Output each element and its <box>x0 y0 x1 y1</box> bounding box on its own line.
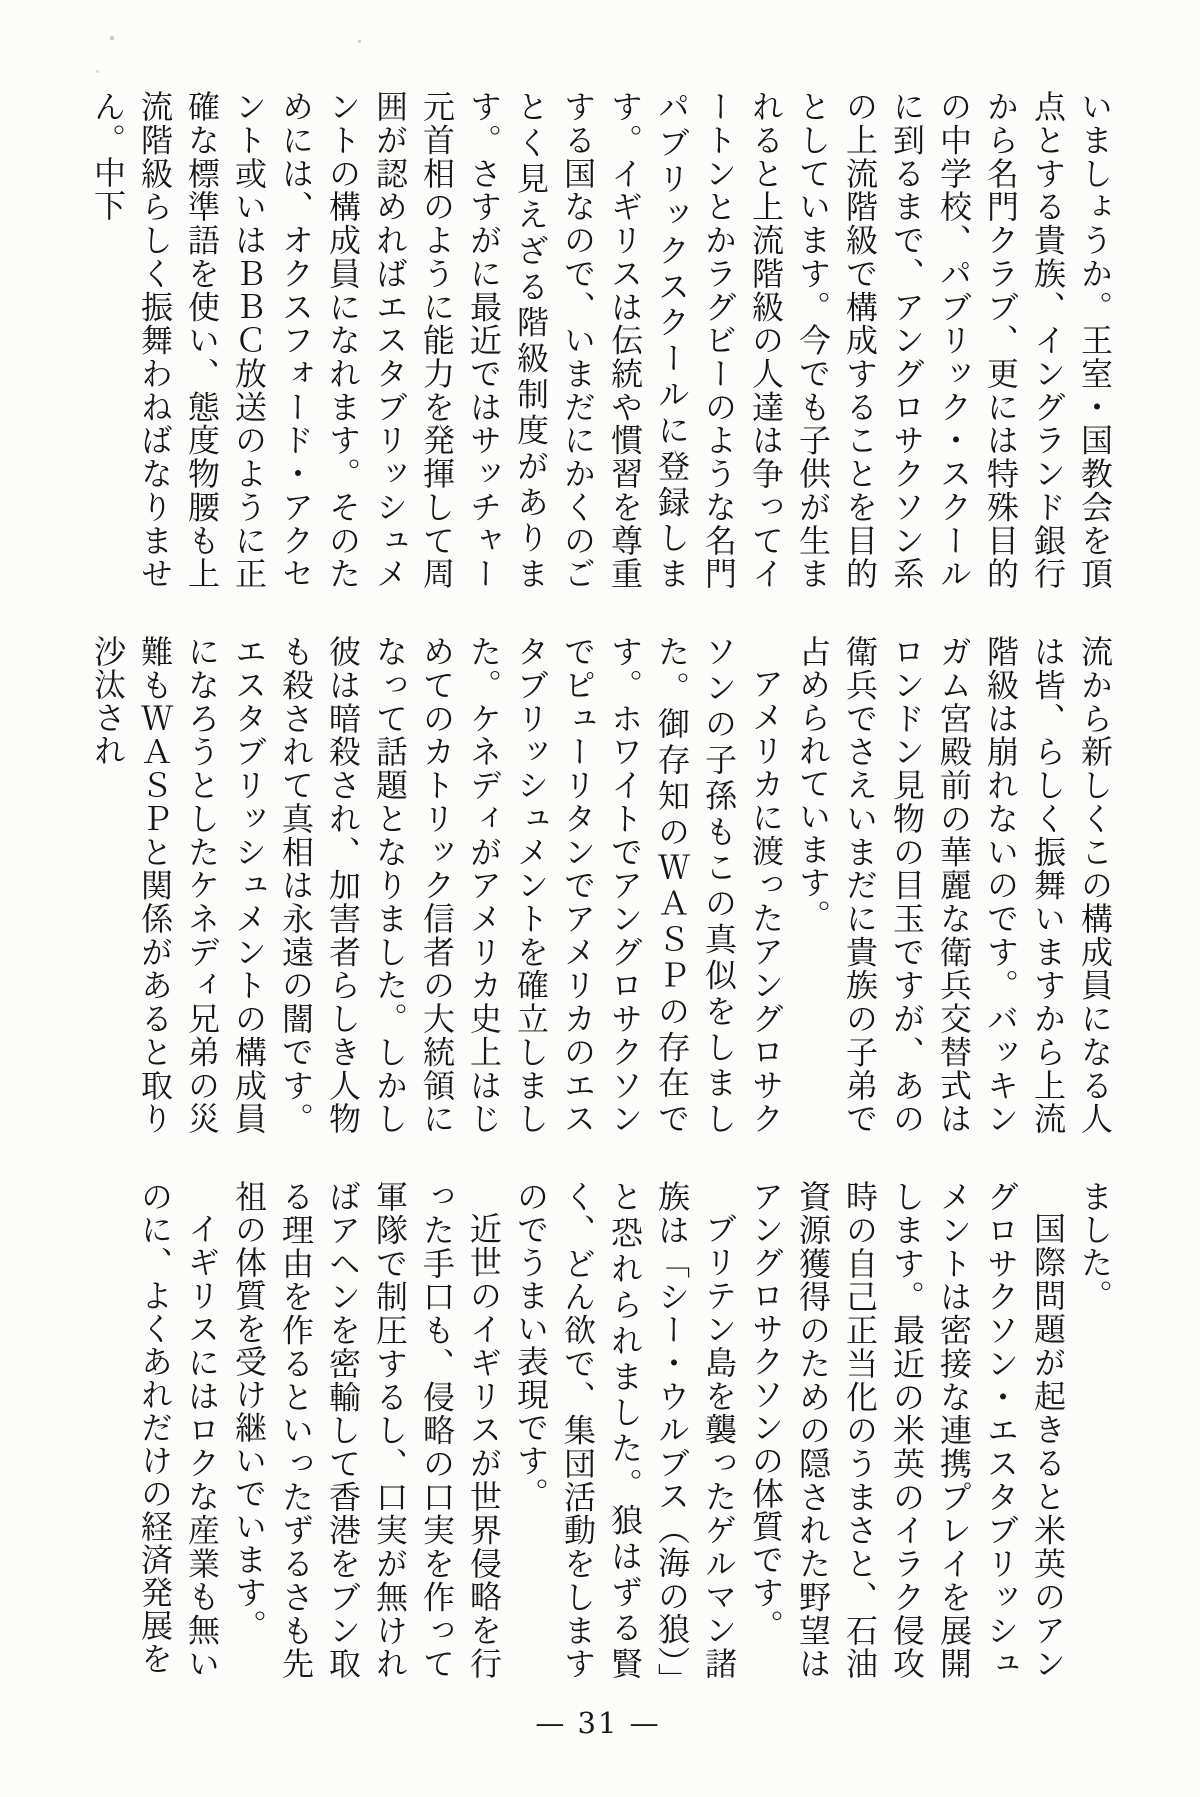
scan-speck <box>110 36 114 40</box>
scan-speck <box>96 70 99 73</box>
page-number: — 31 — <box>535 1706 661 1740</box>
paragraph: アメリカに渡ったアングロサクソンの子孫もこの真似をしました。御存知のＷＡＳＰの存在です。ホワイトでアングロサクソンでピューリタンでアメリカのエスタブリッシュメントを確立しました。ケネディがアメリカ史上はじめてのカトリック信者の大統領になって話題となりました。しかし彼は暗殺され、加害者らしき人物も殺されて真相は永遠の闇です。エスタブリッシュメントの構成員になろうとしたケネディ兄弟の災難もＷＡＳＰと関係があると取り沙汰され <box>89 635 785 1135</box>
paragraph: ました。 <box>1076 1180 1114 1312</box>
text-block-middle <box>78 635 1118 1135</box>
paragraph: いましょうか。王室・国教会を頂点とする貴族、イングランド銀行から名門クラブ、更には特殊目的の中学校、パブリック・スクールに到るまで、アングロサクソン系の上流階級で構成することを目的としています。今でも子供が生まれると上流階級の人達は争ってイートンとかラグビーのような名門パブリックスクールに登録します。イギリスは伝統や慣習を尊重する国なので、いまだにかくのごとく見えざる階級制度があります。さすがに最近ではサッチャー元首相のように能力を発揮して周囲が認めればエスタブリッシュメントの構成員になれます。そのためには、オクスフォード・アクセント或いはＢＢＣ放送のように正確な標準語を使い、態度物腰も上流階級らしく振舞わねばなりません。中下 <box>89 90 1114 590</box>
text-block-top <box>78 90 1118 590</box>
paragraph: イギリスにはロクな産業も無いのに、よくあれだけの経済発展を <box>136 1180 221 1680</box>
paragraph: 近世のイギリスが世界侵略を行った手口も、侵略の口実を作って軍隊で制圧するし、口実が無ければアヘンを密輸して香港をブン取る理由を作るといったずるさも先祖の体質を受け継いでいます。 <box>230 1180 503 1680</box>
paragraph: 流から新しくこの構成員になる人は皆、らしく振舞いますから上流階級は崩れないのです。バッキンガム宮殿前の華麗な衛兵交替式はロンドン見物の目玉ですが、あの衛兵でさえいまだに貴族の子弟で占められています。 <box>794 635 1114 1135</box>
scan-speck <box>358 40 361 43</box>
paragraph: ブリテン島を襲ったゲルマン諸族は「シー・ウルブス（海の狼）」と恐れられました。狼はずる賢く、どん欲で、集団活動をしますのでうまい表現です。 <box>512 1180 738 1680</box>
paragraph: 国際問題が起きると米英のアングロサクソン・エスタブリッシュメントは密接な連携プレイを展開します。最近の米英のイラク侵攻時の自己正当化のうまさと、石油資源獲得のための隠された野望はアングロサクソンの体質です。 <box>747 1180 1067 1680</box>
text-block-bottom <box>78 1180 1118 1680</box>
